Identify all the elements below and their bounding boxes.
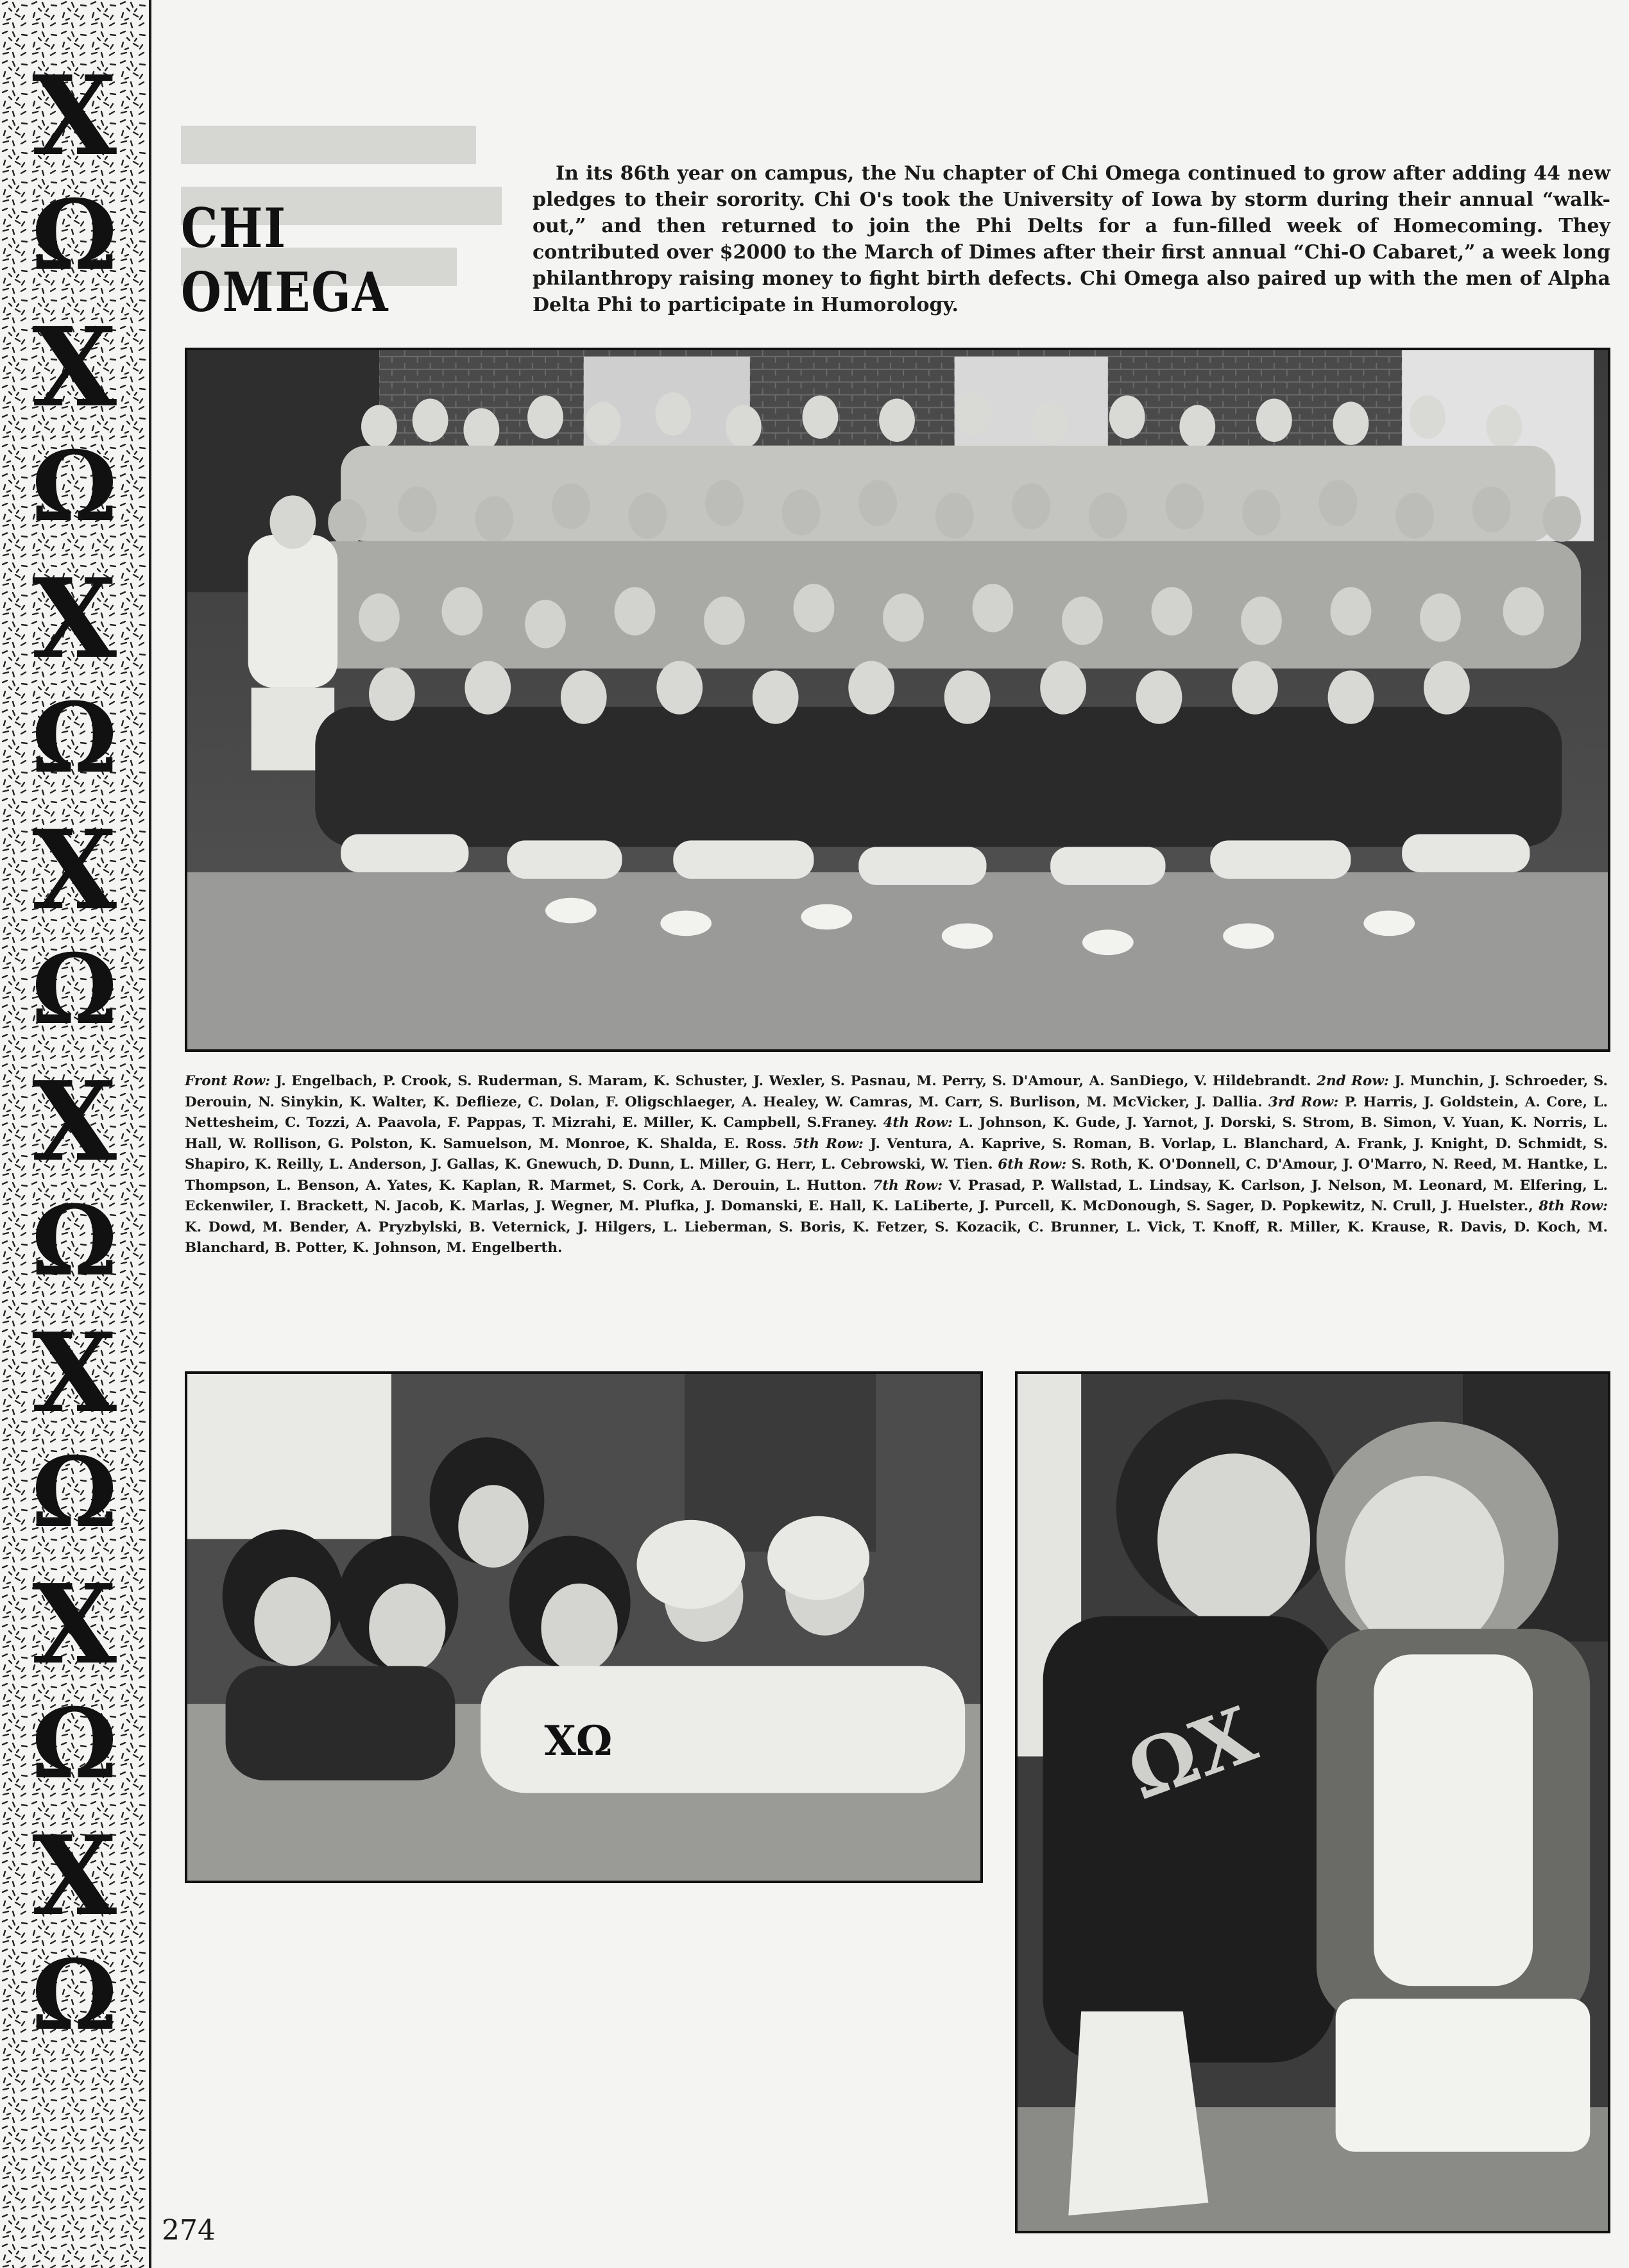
title-line-omega: OMEGA: [181, 260, 389, 324]
caption-row-label: 3rd Row:: [1268, 1094, 1339, 1110]
caption-row-label: 7th Row:: [873, 1177, 943, 1194]
caption-row-names: S. Roth, K. O'Donnell, C. D'Amour, J. O'Marro, N. Reed, M. Hantke, L. Thompson, L. Benson, A. Yates, K. Kaplan, R. Marmet, S. Cork, A. Derouin, L. Hutton.: [185, 1156, 1608, 1194]
two-friends-photo: [1015, 1371, 1610, 2233]
caption-row-label: 8th Row:: [1539, 1198, 1608, 1214]
page-title: [181, 196, 391, 325]
omega-glyph: Ω: [31, 1939, 117, 2052]
chi-glyph: Χ: [32, 1561, 117, 1689]
caption-row-label: 5th Row:: [793, 1135, 864, 1152]
omega-glyph: Ω: [31, 1436, 117, 1549]
omega-glyph: Ω: [31, 430, 117, 543]
friends-lying-graphic: [187, 1374, 980, 1881]
caption-row-label: 2nd Row:: [1317, 1073, 1389, 1089]
caption-row-label: 4th Row:: [883, 1115, 953, 1131]
caption-row-label: Front Row:: [185, 1073, 271, 1089]
chi-glyph: Χ: [32, 1309, 117, 1437]
group-photo-caption: [185, 1071, 1608, 1259]
omega-glyph: Ω: [31, 682, 117, 795]
omega-glyph: Ω: [31, 1688, 117, 1800]
caption-row-names: J. Munchin, J. Schroeder, S. Derouin, N. Sinykin, K. Walter, K. Deflieze, C. Dolan, F. Oligschlaeger, A. Healey, W. Camras, M. Carr, S. Burlison, M. McVicker, J. Dallia.: [185, 1073, 1608, 1110]
friends-lying-photo: [185, 1371, 983, 1883]
caption-row-names: J. Engelbach, P. Crook, S. Ruderman, S. Maram, K. Schuster, J. Wexler, S. Pasnau, M. Perry, S. D'Amour, A. SanDiego, V. Hildebrandt.: [270, 1073, 1317, 1089]
caption-row-names: J. Ventura, A. Kaprive, S. Roman, B. Vorlap, L. Blanchard, A. Frank, J. Knight, D. Schmidt, S. Shapiro, K. Reilly, L. Anderson, J. Gallas, K. Gnewuch, D. Dunn, L. Miller, G. Herr, L. Cebrowski, W. Tien.: [185, 1135, 1608, 1172]
omega-glyph: Ω: [31, 1185, 117, 1298]
caption-row-names: K. Dowd, M. Bender, A. Pryzbylski, B. Veternick, J. Hilgers, L. Lieberman, S. Boris, K. Fetzer, S. Kozacik, C. Brunner, L. Vick, T. Knoff, R. Miller, K. Krause, R. Davis, D. Koch, M. Blanchard, B. Potter, K. Johnson, M. Engelberth.: [185, 1219, 1608, 1256]
greek-letter-sidebar: [0, 0, 151, 2268]
page-number: 274: [162, 2214, 216, 2247]
chi-glyph: Χ: [32, 555, 117, 683]
group-photo-graphic: [187, 350, 1608, 1049]
chi-glyph: Χ: [32, 52, 117, 180]
caption-row-names: V. Prasad, P. Wallstad, L. Lindsay, K. Carlson, J. Nelson, M. Leonard, M. Elfering, L. Eckenwiler, I. Brackett, N. Jacob, K. Marlas, J. Wegner, M. Plufka, J. Domanski, E. Hall, K. LaLiberte, J. Purcell, K. McDonough, S. Sager, D. Popkewitz, N. Crull, J. Huelster.,: [185, 1177, 1608, 1214]
two-friends-graphic: [1018, 1374, 1608, 2231]
intro-paragraph: In its 86th year on campus, the Nu chapter of Chi Omega continued to grow after adding 44 new pledges to their sorority. Chi O's took the University of Iowa by storm during their annual “walk-out,” and then returned to join the Phi Delts for a fun-filled week of Homecoming. They contributed over $2000 to the March of Dimes after their first annual “Chi-O Cabaret,” a week long philanthropy raising money to fight birth defects. Chi Omega also paired up with the men of Alpha Delta Phi to participate in Humorology.: [533, 162, 1610, 316]
sidebar-glyph-column: [0, 52, 149, 2073]
sweater-letters: ΩΧ: [1116, 1689, 1267, 1818]
caption-row-names: P. Harris, J. Goldstein, A. Core, L. Nettesheim, C. Tozzi, A. Paavola, F. Pappas, T. Mizrahi, E. Miller, K. Campbell, S.Franey.: [185, 1094, 1608, 1131]
title-line-chi: CHI: [181, 196, 287, 260]
chi-glyph: Χ: [32, 1058, 117, 1186]
shirt-letters: ΧΩ: [544, 1716, 613, 1764]
omega-glyph: Ω: [31, 179, 117, 292]
caption-row-label: 6th Row:: [998, 1156, 1067, 1172]
chi-glyph: Χ: [32, 1812, 117, 1940]
caption-row-names: L. Johnson, K. Gude, J. Yarnot, J. Dorski, S. Strom, B. Simon, V. Yuan, K. Norris, L. Hall, W. Rollison, G. Polston, K. Samuelson, M. Monroe, K. Shalda, E. Ross.: [185, 1115, 1608, 1152]
omega-glyph: Ω: [31, 933, 117, 1046]
group-photo: [185, 348, 1610, 1052]
chi-glyph: Χ: [32, 806, 117, 935]
chi-glyph: Χ: [32, 303, 117, 432]
